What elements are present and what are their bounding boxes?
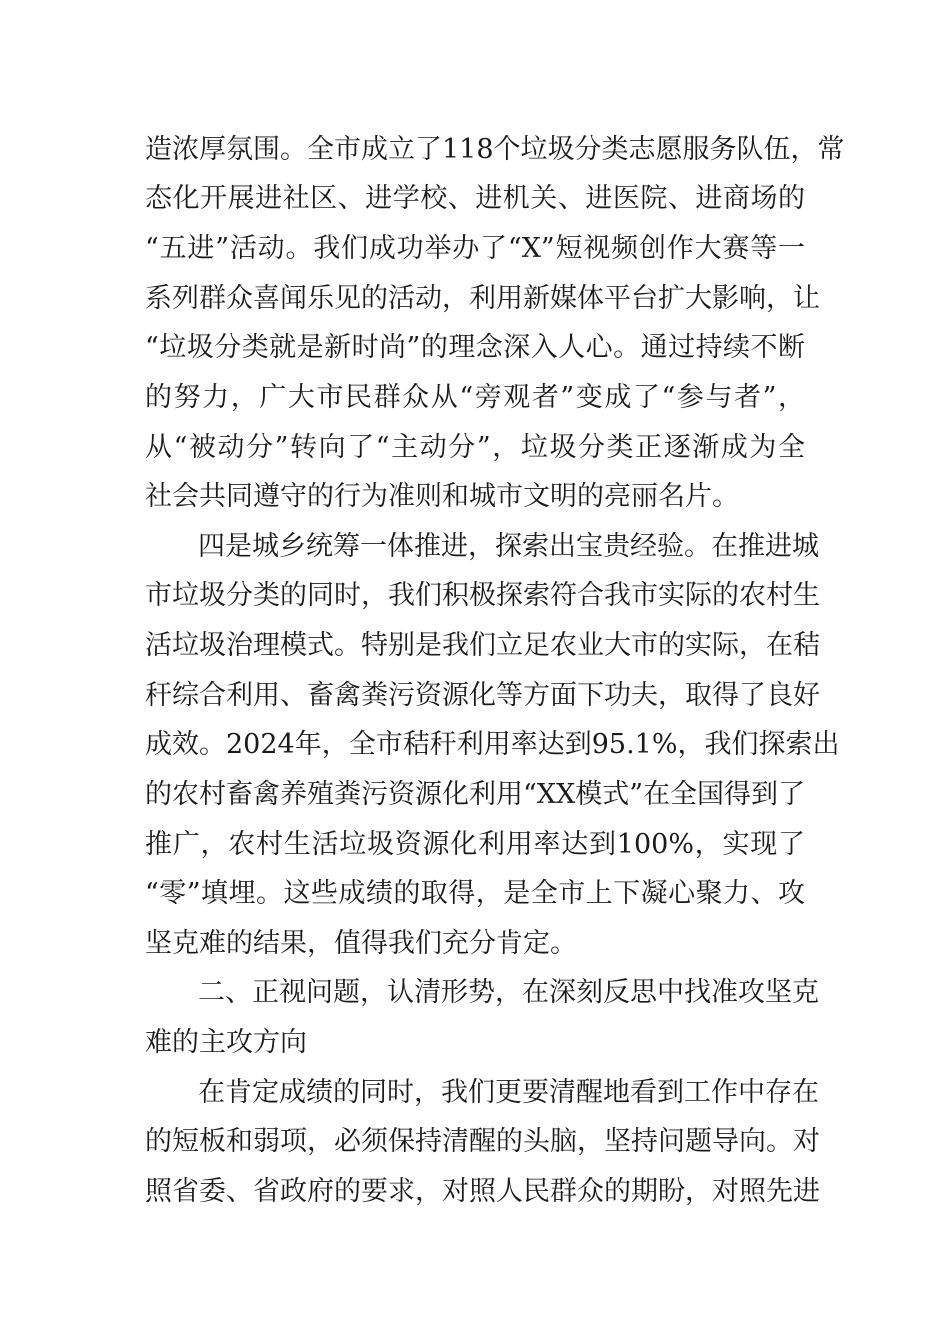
text-line: 市垃圾分类的同时，我们积极探索符合我市实际的农村生 bbox=[145, 580, 820, 611]
text-line: 活垃圾治理模式。特别是我们立足农业大市的实际，在秸 bbox=[145, 630, 820, 661]
text-line: 的农村畜禽养殖粪污资源化利用“XX模式”在全国得到了 bbox=[145, 779, 806, 810]
text-line: “零”填埋。这些成绩的取得，是全市上下凝心聚力、攻 bbox=[145, 878, 805, 909]
text-line: 系列群众喜闻乐见的活动，利用新媒体平台扩大影响，让 bbox=[145, 283, 820, 314]
paragraph-first-line: 四是城乡统筹一体推进，探索出宝贵经验。在推进城 bbox=[198, 531, 819, 562]
text-line: 社会共同遵守的行为准则和城市文明的亮丽名片。 bbox=[145, 481, 739, 512]
text-line: 成效。2024年，全市秸秆利用率达到95.1%，我们探索出 bbox=[145, 729, 840, 760]
text-line: 的短板和弱项，必须保持清醒的头脑，坚持问题导向。对 bbox=[145, 1126, 820, 1157]
text-line: “垃圾分类就是新时尚”的理念深入人心。通过持续不断 bbox=[145, 332, 805, 363]
text-line: 坚克难的结果，值得我们充分肯定。 bbox=[145, 928, 577, 959]
text-line: 秆综合利用、畜禽粪污资源化等方面下功夫，取得了良好 bbox=[145, 680, 820, 711]
text-line: 造浓厚氛围。全市成立了118个垃圾分类志愿服务队伍，常 bbox=[145, 134, 845, 165]
text-line: 推广，农村生活垃圾资源化利用率达到100%，实现了 bbox=[145, 829, 805, 860]
paragraph-first-line: 在肯定成绩的同时，我们更要清醒地看到工作中存在 bbox=[198, 1077, 819, 1108]
text-line: “五进”活动。我们成功举办了“X”短视频创作大赛等一 bbox=[145, 233, 805, 264]
text-line: 的努力，广大市民群众从“旁观者”变成了“参与者”， bbox=[145, 382, 805, 413]
section-heading-continued: 难的主攻方向 bbox=[145, 1027, 307, 1058]
text-line: 从“被动分”转向了“主动分”，垃圾分类正逐渐成为全 bbox=[145, 432, 805, 463]
text-line: 照省委、省政府的要求，对照人民群众的期盼，对照先进 bbox=[145, 1176, 820, 1207]
text-line: 态化开展进社区、进学校、进机关、进医院、进商场的 bbox=[145, 183, 805, 214]
section-heading: 二、正视问题，认清形势，在深刻反思中找准攻坚克 bbox=[198, 977, 819, 1008]
